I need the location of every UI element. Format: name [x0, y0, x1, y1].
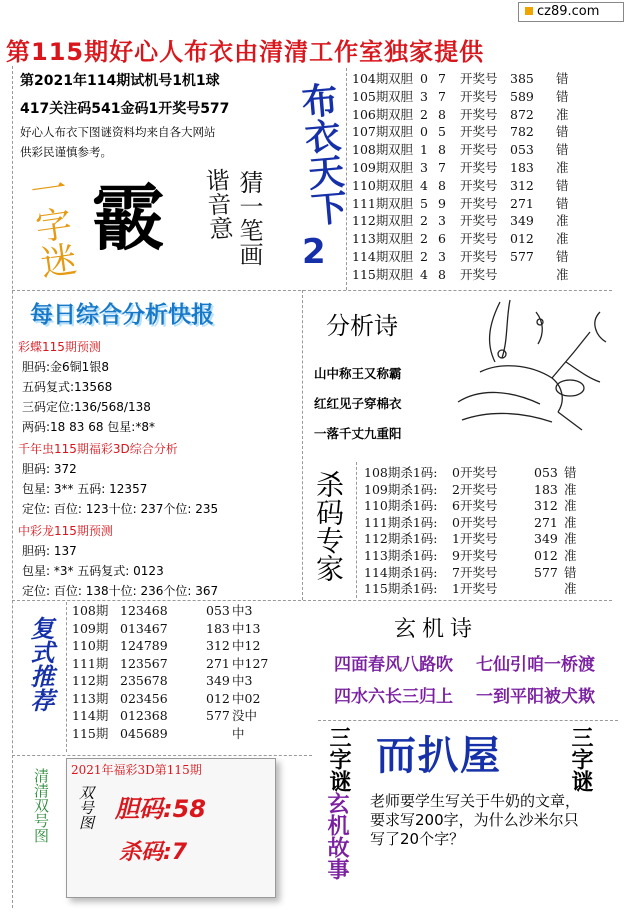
recommend-table [72, 602, 308, 752]
kill-row-result: 准 [564, 548, 577, 563]
riddle-hint-col-2: 谐音意 [200, 167, 234, 241]
danma-row-result: 错 [556, 124, 569, 140]
kill-row-result: 错 [564, 465, 577, 480]
recommend-row-code: 023456 [120, 690, 168, 706]
xuanji-line-1b: 七仙引咱一桥渡 [476, 655, 595, 675]
recommend-row-num: 312 [206, 638, 230, 653]
kill-row-result: 准 [564, 581, 577, 597]
danma-row-label: 开奖号 [460, 266, 498, 282]
story-text: 老师要学生写关于牛奶的文章，要求写200字，为什么沙米尔只写了20个字？ [370, 792, 581, 848]
poem-line-3: 一落千丈九重阳 [314, 426, 402, 441]
danma-row-label: 开奖号 [460, 177, 498, 193]
xuanji-line-1a: 四面春风八路吹 [334, 655, 453, 675]
s1-title: 彩蝶115期预测 [18, 340, 101, 354]
kill-row-period: 109期杀1码: [364, 481, 438, 497]
s2-line-1: 胆码: 372 [22, 462, 77, 476]
danma-row-d2: 8 [438, 142, 446, 158]
danma-row-num: 012 [510, 231, 534, 247]
xuanji-line-2a: 四水六长三归上 [334, 687, 453, 707]
danma-row-period: 113期 [352, 231, 389, 247]
recommend-row-period: 108期 [72, 603, 109, 618]
danma-row-num: 312 [510, 177, 534, 193]
danma-row-label: 开奖号 [460, 106, 498, 122]
brand-vertical: 布衣天下 [294, 80, 349, 228]
danma-row-type: 双胆 [388, 160, 414, 175]
trial-line-4: 供彩民谨慎参考。 [20, 145, 112, 159]
trial-line-1: 第2021年114期试机号1机1球 [20, 73, 220, 89]
danma-row-type: 双胆 [388, 124, 414, 140]
kill-row-period: 110期杀1码: [364, 498, 438, 514]
danma-row-result: 错 [556, 142, 569, 158]
danma-row-type: 双胆 [388, 106, 414, 122]
danma-row-num: 053 [510, 142, 534, 158]
double-vertical: 双号图 [77, 785, 95, 830]
recommend-row-period: 110期 [72, 638, 109, 653]
frame-row3 [12, 755, 312, 756]
recommend-row-code: 045689 [120, 725, 168, 741]
danma-row-period: 105期 [352, 88, 389, 104]
s3-title: 中彩龙115期预测 [18, 524, 113, 538]
danma-row-result: 错 [556, 195, 569, 211]
danma-row-result: 准 [556, 266, 569, 282]
kill-row-num: 271 [534, 514, 558, 530]
danma-row-d1: 4 [420, 266, 428, 282]
danma-row-d1: 1 [420, 142, 428, 158]
frame-left [12, 66, 13, 908]
recommend-row-res: 中3 [232, 673, 253, 688]
trial-line-2: 417关注码541金码1开奖号577 [20, 101, 230, 117]
danma-row-d1: 3 [420, 88, 428, 104]
poem-line-1: 山中称王又称霸 [314, 366, 402, 381]
danma-row-type: 双胆 [388, 177, 414, 193]
recommend-row-res: 中13 [232, 620, 261, 636]
danma-row-num: 782 [510, 124, 534, 140]
danma-row-label: 开奖号 [460, 124, 498, 140]
danma-row-d2: 8 [438, 106, 446, 122]
frame-row1 [12, 290, 612, 291]
danma-row-period: 112期 [352, 213, 389, 229]
danma-row-result: 错 [556, 71, 569, 86]
recommend-row-num: 577 [206, 708, 230, 723]
recommend-label: 复式推荐 [26, 616, 54, 712]
kill-row-result: 准 [564, 498, 577, 514]
kill-row-period: 114期杀1码: [364, 564, 438, 580]
danma-row-label: 开奖号 [460, 195, 498, 211]
danma-row-label: 开奖号 [460, 231, 498, 247]
recommend-row-period: 109期 [72, 620, 109, 636]
danma-row-d2: 3 [438, 213, 446, 229]
danma-row-d2: 8 [438, 177, 446, 193]
danma-row-d1: 2 [420, 249, 428, 264]
recommend-row-num: 349 [206, 673, 230, 688]
danma-row-num: 183 [510, 160, 534, 175]
recommend-row-period: 115期 [72, 725, 109, 741]
kill-row-num: 012 [534, 548, 558, 563]
danma-row-d1: 2 [420, 106, 428, 122]
recommend-row-res: 没中 [232, 708, 258, 723]
danma-row-d2: 3 [438, 249, 446, 264]
recommend-row-num: 183 [206, 620, 230, 636]
frame-row2 [12, 600, 612, 601]
danma-row-d1: 2 [420, 231, 428, 247]
recommend-row-res: 中3 [232, 603, 253, 618]
kill-row-num: 577 [534, 564, 558, 580]
danma-row-type: 双胆 [388, 195, 414, 211]
recommend-row-code: 012368 [120, 708, 168, 723]
xuanji-line-2b: 一到平阳被犬欺 [476, 687, 595, 707]
s3-line-2: 包星: *3* 五码复式: 0123 [22, 564, 164, 578]
s2-line-3: 定位: 百位: 123十位: 237个位: 235 [22, 502, 219, 516]
sanzi-left-label: 三字谜 [326, 726, 351, 792]
s2-line-2: 包星: 3** 五码: 12357 [22, 482, 148, 496]
poem-title: 分析诗 [326, 312, 398, 340]
s3-line-1: 胆码: 137 [22, 544, 77, 558]
danma-row-type: 双胆 [388, 142, 414, 158]
danma-row-result: 准 [556, 231, 569, 247]
recommend-row-res: 中127 [232, 655, 269, 671]
danma-row-label: 开奖号 [460, 249, 498, 264]
recommend-row-code: 013467 [120, 620, 168, 636]
danma-row-period: 106期 [352, 106, 389, 122]
recommend-row-code: 235678 [120, 673, 168, 688]
danma-row-result: 准 [556, 160, 569, 175]
kill-row-period: 108期杀1码: [364, 465, 438, 480]
kill-row-result: 准 [564, 531, 577, 547]
s1-line-1: 胆码:金6铜1银8 [22, 360, 109, 374]
kill-row-code: 6开奖号 [452, 498, 498, 514]
kill-divider [356, 462, 357, 598]
s3-line-3: 定位: 百位: 138十位: 236个位: 367 [22, 584, 219, 598]
s2-title: 千年虫115期福彩3D综合分析 [18, 442, 178, 456]
danma-row-num: 385 [510, 71, 534, 86]
danma-row-period: 114期 [352, 249, 389, 264]
kill-row-period: 113期杀1码: [364, 548, 438, 563]
double-sha: 杀码:7 [119, 840, 188, 865]
recommend-row-period: 112期 [72, 673, 109, 688]
danma-row-label: 开奖号 [460, 213, 498, 229]
recommend-row-num: 053 [206, 603, 230, 618]
kill-row-code: 2开奖号 [452, 481, 498, 497]
danma-row-period: 115期 [352, 266, 389, 282]
badge-icon [525, 7, 533, 15]
danma-row-num: 872 [510, 106, 534, 122]
danma-row-d2: 8 [438, 266, 446, 282]
danma-row-d2: 7 [438, 160, 446, 175]
double-side-label: 清清双号图 [32, 768, 50, 843]
danma-row-d2: 6 [438, 231, 446, 247]
frame-mid2 [302, 290, 303, 600]
danma-row-type: 双胆 [388, 249, 414, 264]
kill-row-num: 312 [534, 498, 558, 514]
double-box [66, 758, 276, 898]
recommend-row-period: 114期 [72, 708, 109, 723]
recommend-row-code: 123468 [120, 603, 168, 618]
kill-row-code: 0开奖号 [452, 465, 498, 480]
danma-row-d2: 5 [438, 124, 446, 140]
kill-row-code: 7开奖号 [452, 564, 498, 580]
recommend-row-res: 中02 [232, 690, 261, 706]
kill-row-period: 111期杀1码: [364, 514, 438, 530]
kill-row-num: 183 [534, 481, 558, 497]
danma-row-type: 双胆 [388, 213, 414, 229]
danma-row-period: 107期 [352, 124, 389, 140]
site-badge[interactable]: cz89.com [518, 2, 624, 22]
brand-number: 2 [302, 232, 326, 272]
poem-line-2: 红红见子穿棉衣 [314, 396, 402, 411]
kill-row-code: 1开奖号 [452, 531, 498, 547]
danma-row-type: 双胆 [388, 88, 414, 104]
daily-heading: 每日综合分析快报 [30, 302, 214, 328]
recommend-row-num: 012 [206, 690, 230, 706]
recommend-divider [66, 602, 67, 752]
danma-row-num: 577 [510, 249, 534, 264]
danma-row-d1: 3 [420, 160, 428, 175]
danma-row-period: 110期 [352, 177, 389, 193]
riddle-hint-col-1: 猜一笔画 [235, 170, 263, 266]
danma-row-d2: 7 [438, 88, 446, 104]
danma-row-d1: 0 [420, 124, 428, 140]
danma-row-type: 双胆 [388, 231, 414, 247]
recommend-row-code: 124789 [120, 638, 168, 653]
kill-row-result: 准 [564, 481, 577, 497]
recommend-row-num: 271 [206, 655, 230, 671]
danma-row-label: 开奖号 [460, 71, 498, 86]
danma-row-label: 开奖号 [460, 160, 498, 175]
kill-row-result: 准 [564, 514, 577, 530]
danma-row-label: 开奖号 [460, 142, 498, 158]
danma-row-d2: 9 [438, 195, 446, 211]
story-label: 玄机故事 [324, 792, 349, 880]
danma-row-d1: 4 [420, 177, 428, 193]
recommend-row-res: 中 [232, 725, 245, 741]
kill-row-code: 0开奖号 [452, 514, 498, 530]
danma-row-num: 271 [510, 195, 534, 211]
danma-row-label: 开奖号 [460, 88, 498, 104]
bird-sketch-illustration [440, 292, 618, 440]
kill-expert-label: 杀码专家 [312, 470, 345, 582]
double-dan: 胆码:58 [115, 795, 206, 823]
kill-row-code: 1开奖号 [452, 581, 498, 597]
kill-row-num: 349 [534, 531, 558, 547]
trial-line-3: 好心人布衣下图谜资料均来自各大网站 [20, 125, 216, 139]
kill-row-code: 9开奖号 [452, 548, 498, 563]
kill-row-period: 115期杀1码: [364, 581, 438, 597]
kill-row-period: 112期杀1码: [364, 531, 438, 547]
danma-row-result: 错 [556, 88, 569, 104]
recommend-row-period: 111期 [72, 655, 109, 671]
danma-row-num: 589 [510, 88, 534, 104]
recommend-row-period: 113期 [72, 690, 109, 706]
xuanji-title: 玄机诗 [394, 617, 479, 642]
danma-row-result: 错 [556, 249, 569, 264]
kill-row-result: 错 [564, 564, 577, 580]
recommend-row-code: 123567 [120, 655, 168, 671]
danma-row-period: 104期 [352, 71, 389, 86]
danma-row-d2: 7 [438, 71, 446, 86]
danma-table [352, 70, 618, 288]
s1-line-4: 两码:18 83 68 包星:*8* [22, 420, 155, 434]
danma-row-result: 准 [556, 106, 569, 122]
double-box-title: 2021年福彩3D第115期 [71, 763, 202, 777]
kill-row-num: 053 [534, 465, 558, 480]
danma-row-num: 349 [510, 213, 534, 229]
danma-row-type: 双胆 [388, 71, 414, 86]
danma-row-result: 错 [556, 177, 569, 193]
danma-row-type: 双胆 [388, 266, 414, 282]
danma-row-d1: 2 [420, 213, 428, 229]
danma-row-period: 108期 [352, 142, 389, 158]
page-title: 第115期好心人布衣由清清工作室独家提供 [6, 38, 485, 66]
riddle-vertical-label: 一字迷 [22, 168, 79, 282]
s1-line-2: 五码复式:13568 [22, 380, 113, 394]
danma-row-d1: 5 [420, 195, 428, 211]
recommend-row-res: 中12 [232, 638, 261, 653]
danma-row-d1: 0 [420, 71, 428, 86]
danma-row-result: 准 [556, 213, 569, 229]
sanzi-big: 而扒屋 [376, 733, 502, 779]
danma-row-period: 109期 [352, 160, 389, 175]
s1-line-3: 三码定位:136/568/138 [22, 400, 151, 414]
sanzi-top-line [318, 720, 618, 721]
riddle-big-char: 霰 [92, 176, 165, 260]
kill-table [364, 464, 618, 600]
sanzi-right-label: 三字谜 [568, 726, 593, 792]
danma-row-period: 111期 [352, 195, 389, 211]
